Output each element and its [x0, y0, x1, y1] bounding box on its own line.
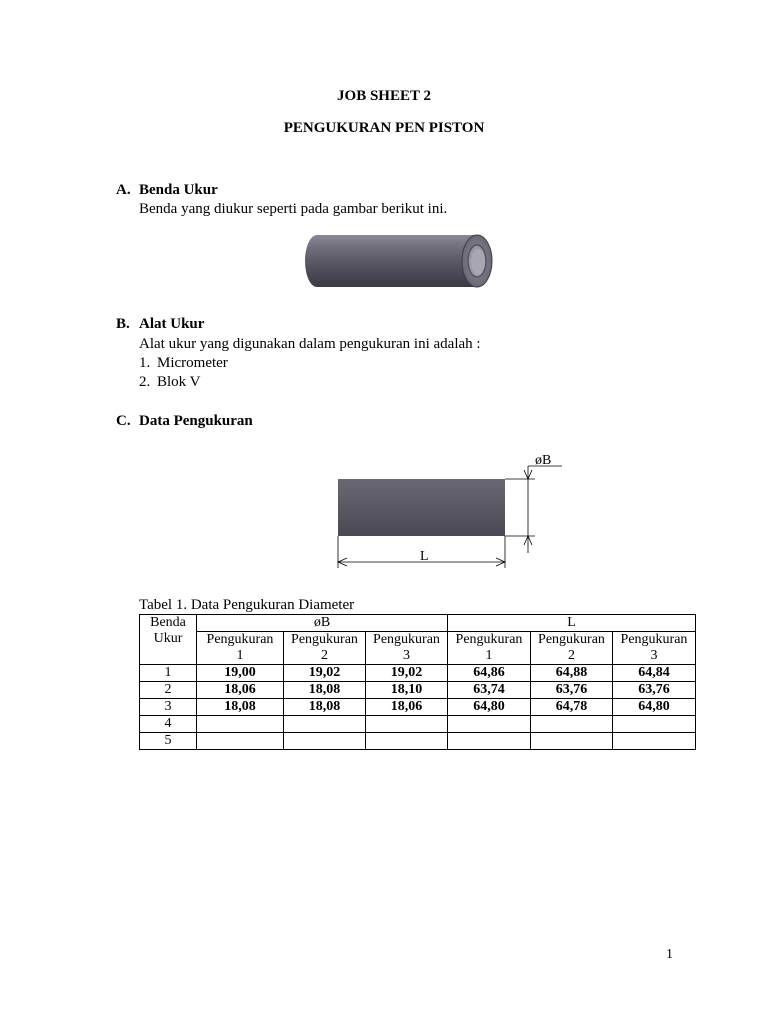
table-cell: 64,80: [613, 699, 696, 716]
table-cell: [197, 733, 284, 750]
list-item-number: 1.: [139, 355, 151, 371]
table-cell: 18,08: [284, 682, 366, 699]
section-a-title: Benda Ukur: [139, 182, 218, 198]
row-number: 2: [140, 682, 197, 699]
table-cell: 63,76: [531, 682, 613, 699]
table-row: [140, 733, 696, 750]
list-item-blok-v: Blok V: [157, 374, 201, 390]
page-title: JOB SHEET 2: [337, 88, 431, 104]
table-cell: 64,88: [531, 665, 613, 682]
length-label: L: [420, 549, 429, 564]
header-diameter-group: øB: [197, 615, 448, 632]
header-pengukuran: Pengukuran 2: [531, 632, 613, 665]
row-number: 4: [140, 716, 197, 733]
header-pengukuran: Pengukuran 2: [284, 632, 366, 665]
table-cell: 63,74: [448, 682, 531, 699]
table-cell: [284, 716, 366, 733]
table-cell: [284, 733, 366, 750]
table-cell: 18,06: [197, 682, 284, 699]
table-cell: 18,08: [197, 699, 284, 716]
table-cell: 18,08: [284, 699, 366, 716]
header-pengukuran: Pengukuran 3: [613, 632, 696, 665]
table-cell: 64,86: [448, 665, 531, 682]
table-cell: [531, 716, 613, 733]
row-number: 3: [140, 699, 197, 716]
header-pengukuran: Pengukuran 1: [197, 632, 284, 665]
table-cell: [613, 716, 696, 733]
row-number: 1: [140, 665, 197, 682]
table-cell: [531, 733, 613, 750]
section-b-text: Alat ukur yang digunakan dalam pengukuran ini adalah :: [139, 336, 481, 352]
section-a-text: Benda yang diukur seperti pada gambar berikut ini.: [139, 201, 448, 217]
table-cell: [366, 716, 448, 733]
pen-piston-dimension-drawing: [330, 448, 570, 572]
table-cell: 64,78: [531, 699, 613, 716]
header-benda-ukur: Benda Ukur: [140, 615, 197, 665]
header-length-group: L: [448, 615, 696, 632]
table-caption: Tabel 1. Data Pengukuran Diameter: [139, 597, 355, 613]
list-item-number: 2.: [139, 374, 151, 390]
row-number: 5: [140, 733, 197, 750]
section-b-letter: B.: [116, 316, 130, 332]
page-subtitle: PENGUKURAN PEN PISTON: [283, 120, 485, 136]
pen-piston-image: [305, 232, 497, 292]
table-cell: 19,00: [197, 665, 284, 682]
table-cell: [448, 716, 531, 733]
table-cell: 18,06: [366, 699, 448, 716]
table-cell: [197, 716, 284, 733]
header-pengukuran: Pengukuran 1: [448, 632, 531, 665]
table-cell: 18,10: [366, 682, 448, 699]
table-row: [140, 682, 696, 699]
section-c-letter: C.: [116, 413, 131, 429]
table-cell: [366, 733, 448, 750]
table-cell: 19,02: [366, 665, 448, 682]
table-row: [140, 665, 696, 682]
section-c-title: Data Pengukuran: [139, 413, 253, 429]
measurement-table: [139, 614, 696, 750]
diameter-label: øB: [535, 453, 552, 468]
section-b-title: Alat Ukur: [139, 316, 205, 332]
table-cell: 63,76: [613, 682, 696, 699]
table-cell: 64,80: [448, 699, 531, 716]
pen-piston-side-view: [338, 479, 505, 536]
table-cell: [613, 733, 696, 750]
section-a-letter: A.: [116, 182, 131, 198]
table-row: [140, 699, 696, 716]
table-cell: [448, 733, 531, 750]
table-cell: 19,02: [284, 665, 366, 682]
table-cell: 64,84: [613, 665, 696, 682]
table-row: [140, 716, 696, 733]
header-pengukuran: Pengukuran 3: [366, 632, 448, 665]
list-item-micrometer: Micrometer: [157, 355, 228, 371]
page-number: 1: [666, 947, 673, 962]
